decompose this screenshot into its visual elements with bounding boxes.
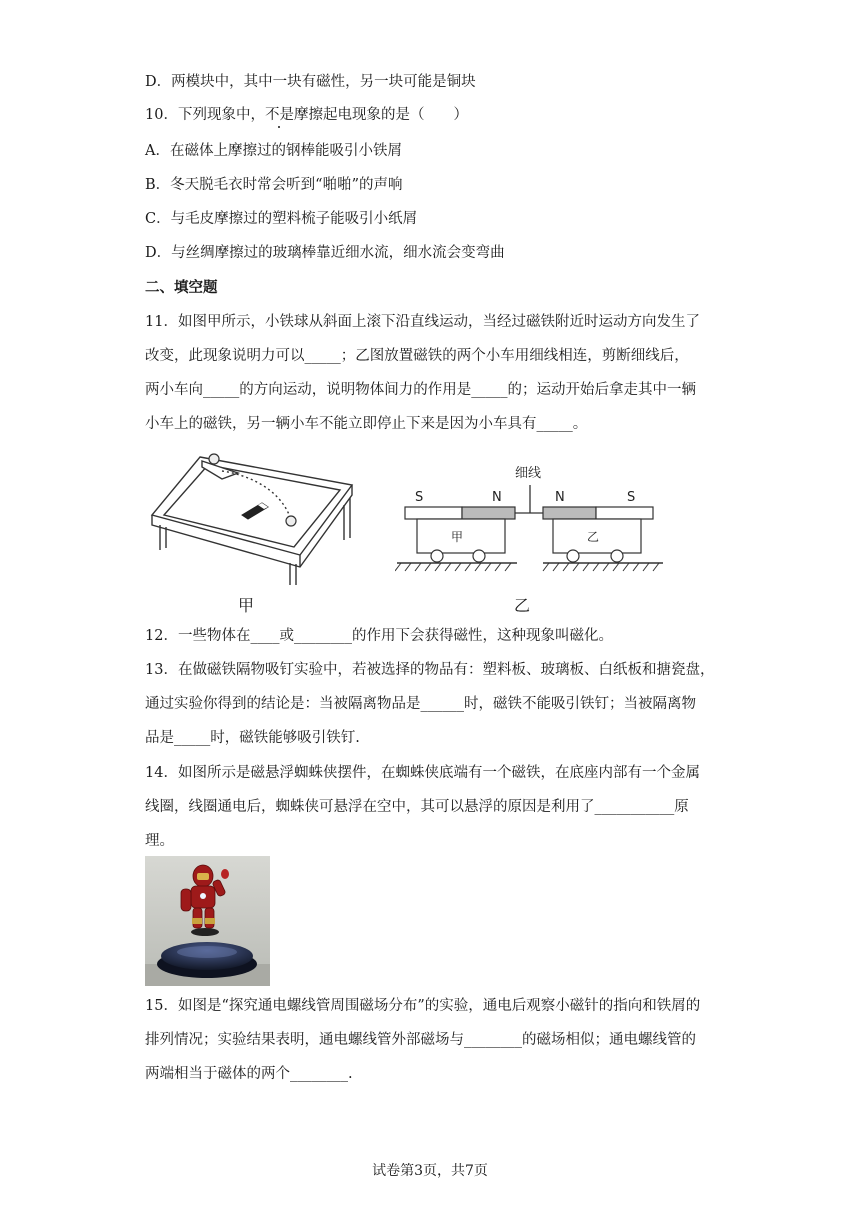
q10-option-b: B．冬天脱毛衣时常会听到“啪啪”的声响 <box>145 177 403 193</box>
q11-line-3: 两小车向_____的方向运动，说明物体间力的作用是_____的；运动开始后拿走其中一辆 <box>145 382 696 398</box>
q12-line: 12．一些物体在____或________的作用下会获得磁性，这种现象叫磁化。 <box>145 628 613 644</box>
section-heading: 二、填空题 <box>145 279 218 296</box>
left-magnet-s: S <box>415 490 424 505</box>
figure-yi-label: 乙 <box>514 596 531 615</box>
left-magnet-n: N <box>492 490 502 505</box>
q11-line-4: 小车上的磁铁，另一辆小车不能立即停止下来是因为小车具有_____。 <box>145 416 588 432</box>
q14-line-1: 14．如图所示是磁悬浮蜘蛛侠摆件，在蜘蛛侠底端有一个磁铁，在底座内部有一个金属 <box>145 765 700 781</box>
page-footer: 试卷第3页，共7页 <box>372 1163 488 1179</box>
figure-jia <box>150 445 365 590</box>
q13-line-1: 13．在做磁铁隔物吸钉实验中，若被选择的物品有：塑料板、玻璃板、白纸板和搪瓷盘， <box>145 662 715 678</box>
q9-option-d: D．两模块中，其中一块有磁性，另一块可能是铜块 <box>145 74 476 90</box>
q10-option-d: D．与丝绸摩擦过的玻璃棒靠近细水流，细水流会变弯曲 <box>145 245 505 261</box>
q15-line-3: 两端相当于磁体的两个________. <box>145 1066 353 1082</box>
q14-line-2: 线圈，线圈通电后，蜘蛛侠可悬浮在空中，其可以悬浮的原因是利用了___________原 <box>145 799 689 815</box>
q15-line-1: 15．如图是“探究通电螺线管周围磁场分布”的实验，通电后观察小磁针的指向和铁屑的 <box>145 998 701 1014</box>
q14-line-3: 理。 <box>145 833 174 849</box>
q10-emphasis <box>265 107 294 123</box>
figure-jia-label: 甲 <box>238 596 255 615</box>
q13-line-3: 品是_____时，磁铁能够吸引铁钉. <box>145 730 360 746</box>
q10-emphasis-text: 不是 <box>264 107 294 123</box>
cart-left-name: 甲 <box>451 530 464 544</box>
right-magnet-s: S <box>627 490 636 505</box>
levitation-photo <box>145 856 270 986</box>
q11-line-1: 11．如图甲所示，小铁球从斜面上滚下沿直线运动，当经过磁铁附近时运动方向发生了 <box>145 314 700 330</box>
q10-option-c: C．与毛皮摩擦过的塑料梳子能吸引小纸屑 <box>145 211 418 227</box>
q10-stem-a: 10．下列现象中， <box>145 107 265 123</box>
thread-label: 细线 <box>515 466 542 481</box>
figure-yi <box>395 455 665 580</box>
q11-line-2: 改变，此现象说明力可以_____；乙图放置磁铁的两个小车用细线相连，剪断细线后， <box>145 348 689 364</box>
q10-stem <box>145 105 468 125</box>
right-magnet-n: N <box>555 490 565 505</box>
q10-option-a: A．在磁体上摩擦过的钢棒能吸引小铁屑 <box>145 143 402 159</box>
q13-line-2: 通过实验你得到的结论是：当被隔离物品是______时，磁铁不能吸引铁钉；当被隔离物 <box>145 696 696 712</box>
q10-stem-b: 摩擦起电现象的是（ ） <box>293 107 468 123</box>
q15-line-2: 排列情况；实验结果表明，通电螺线管外部磁场与________的磁场相似；通电螺线管的 <box>145 1032 696 1048</box>
cart-right-name: 乙 <box>587 530 600 544</box>
